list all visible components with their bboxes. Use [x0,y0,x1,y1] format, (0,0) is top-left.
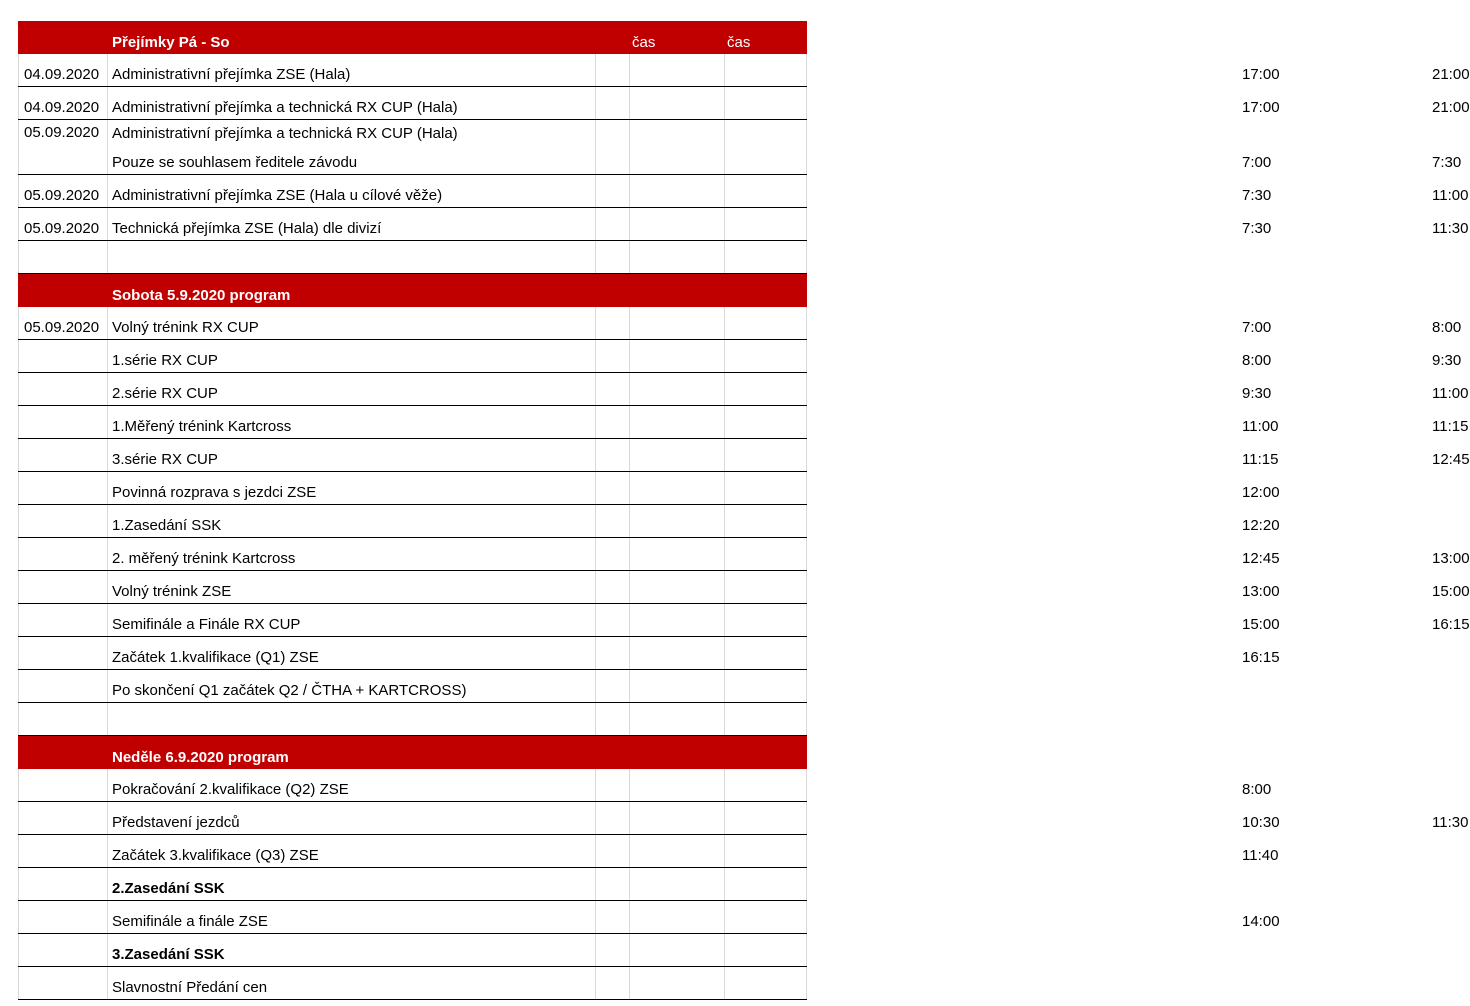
schedule-table [18,21,1470,1000]
column-header-time-end: čas [727,34,751,51]
row-description: 2.série RX CUP [112,385,218,402]
table-row: 1.série RX CUP 8:00 9:30 [18,340,807,373]
row-description: Začátek 1.kvalifikace (Q1) ZSE [112,649,319,666]
blank-row [18,241,807,274]
row-description: 1.Měřený trénink Kartcross [112,418,292,435]
table-row: Začátek 1.kvalifikace (Q1) ZSE 16:15 [18,637,807,670]
table-row: Semifinále a finále ZSE 14:00 [18,901,807,934]
row-description: 1.série RX CUP [112,352,218,369]
table-row [18,868,807,901]
row-description: Po skončení Q1 začátek Q2 / ČTHA + KARTCROSS) [112,682,467,699]
table-row: 05.09.2020 Volný trénink RX CUP 7:00 8:00 [18,307,807,340]
row-description: Administrativní přejímka ZSE (Hala) [112,66,351,83]
table-row: 2. měřený trénink Kartcross 12:45 13:00 [18,538,807,571]
table-row: 05.09.2020 Technická přejímka ZSE (Hala) dle divizí 7:30 11:30 [18,208,807,241]
table-row [18,934,807,967]
table-row: 3.série RX CUP 11:15 12:45 [18,439,807,472]
row-description: Volný trénink ZSE [112,583,232,600]
table-row: 2.série RX CUP 9:30 11:00 [18,373,807,406]
table-row: 04.09.2020 Administrativní přejímka ZSE (Hala) 17:00 21:00 [18,54,807,87]
row-description: Administrativní přejímka a technická RX CUP (Hala) [112,125,458,142]
row-description: Pokračování 2.kvalifikace (Q2) ZSE [112,781,349,798]
row-date: 04.09.2020 [24,66,100,83]
row-description: 2.Zasedání SSK [112,880,225,897]
table-row: Semifinále a Finále RX CUP 15:00 16:15 [18,604,807,637]
section-title: Přejímky Pá - So [112,34,230,51]
column-header-time-start: čas [632,34,656,51]
row-description: Povinná rozprava s jezdci ZSE [112,484,317,501]
table-row: 1.Měřený trénink Kartcross 11:00 11:15 [18,406,807,439]
section-header-sobota [18,274,807,307]
table-row: 1.Zasedání SSK 12:20 [18,505,807,538]
row-date: 05.09.2020 [24,220,100,237]
table-row: Začátek 3.kvalifikace (Q3) ZSE 11:40 [18,835,807,868]
row-description: Začátek 3.kvalifikace (Q3) ZSE [112,847,319,864]
section-title: Sobota 5.9.2020 program [112,287,291,304]
row-description: Slavnostní Předání cen [112,979,268,996]
row-description: Administrativní přejímka ZSE (Hala u cílové věže) [112,187,443,204]
row-description: Technická přejímka ZSE (Hala) dle divizí [112,220,382,237]
row-description: Semifinále a Finále RX CUP [112,616,301,633]
table-row: Volný trénink ZSE 13:00 15:00 [18,571,807,604]
row-description: 3.Zasedání SSK [112,946,225,963]
row-description: Představení jezdců [112,814,240,831]
blank-row [18,703,807,736]
section-header-prejimky [18,21,807,54]
table-row [18,967,807,1000]
row-description: 3.série RX CUP [112,451,218,468]
row-description: Volný trénink RX CUP [112,319,259,336]
section-title: Neděle 6.9.2020 program [112,749,289,766]
row-description: 2. měřený trénink Kartcross [112,550,296,567]
table-row: 04.09.2020 Administrativní přejímka a technická RX CUP (Hala) 17:00 21:00 [18,87,807,120]
table-row: Pokračování 2.kvalifikace (Q2) ZSE 8:00 [18,769,807,802]
table-row: Povinná rozprava s jezdci ZSE 12:00 [18,472,807,505]
table-row: Představení jezdců 10:30 11:30 [18,802,807,835]
table-row: 05.09.2020 Administrativní přejímka a technická RX CUP (Hala) Pouze se souhlasem ředitele závodu 7:00 7:30 [18,120,807,175]
row-date: 05.09.2020 [24,187,100,204]
table-row [18,670,807,703]
row-date: 05.09.2020 [24,319,100,336]
section-header-nedele [18,736,807,769]
row-description-note: Pouze se souhlasem ředitele závodu [112,154,358,171]
row-description: Administrativní přejímka a technická RX CUP (Hala) [112,99,458,116]
row-date: 04.09.2020 [24,99,100,116]
row-description: 1.Zasedání SSK [112,517,222,534]
row-description: Semifinále a finále ZSE [112,913,268,930]
row-date: 05.09.2020 [24,124,100,141]
table-row: 05.09.2020 Administrativní přejímka ZSE (Hala u cílové věže) 7:30 11:00 [18,175,807,208]
